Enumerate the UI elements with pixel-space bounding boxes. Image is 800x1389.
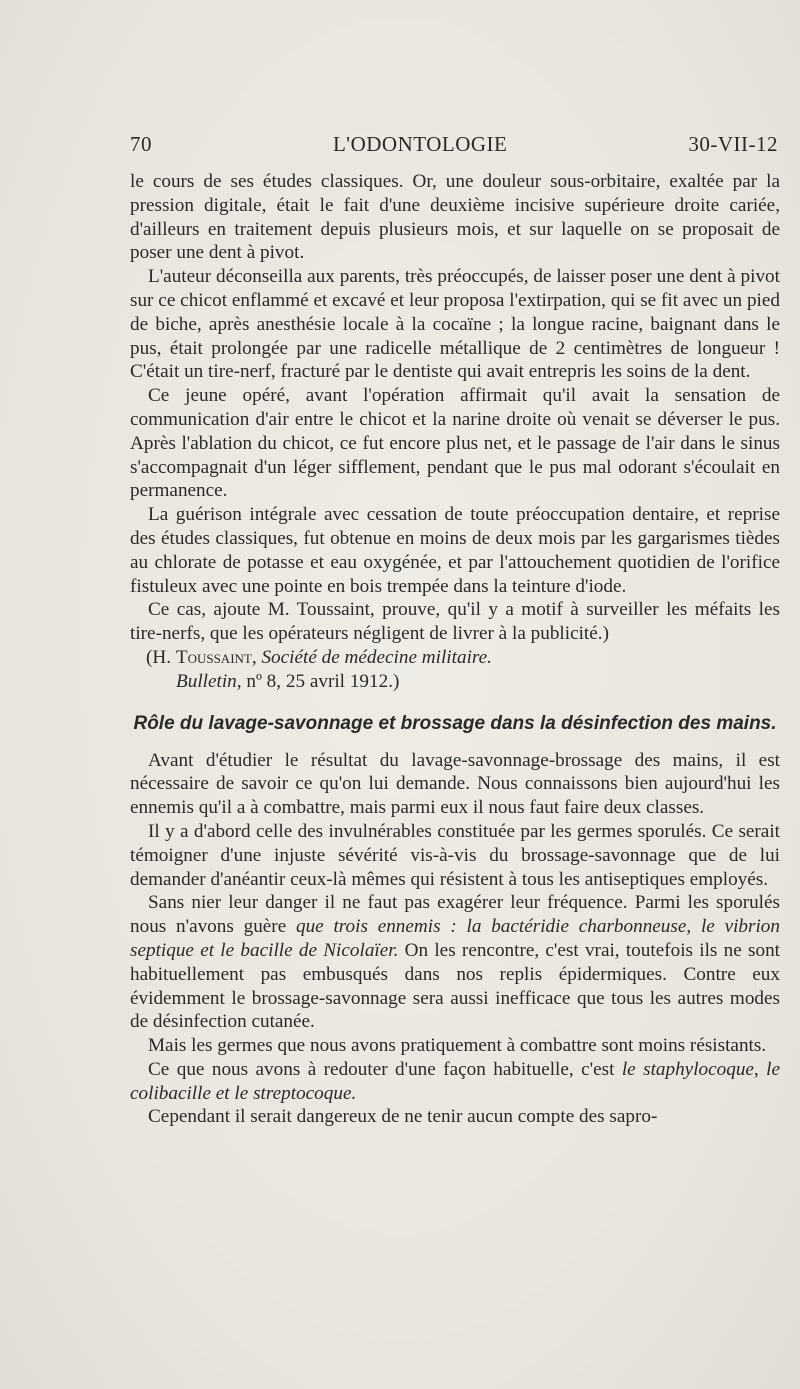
- section-heading: Rôle du lavage-savonnage et brossage dans la désinfection des mains.: [133, 712, 777, 734]
- paragraph: [130, 1058, 780, 1106]
- paragraph: L'auteur déconseilla aux parents, très préoccupés, de laisser poser une dent à pivot sur ce chicot enflammé et excavé et leur proposa l'extirpation, qui se fit avec un pied de biche, après anesthésie locale à la cocaïne ; la longue racine, baignant dans le pus, était prolongée par une radicelle métallique de 2 centimètres de longueur ! C'était un tire-nerf, fracturé par le dentiste qui avait entrepris les soins de la dent.: [130, 266, 780, 383]
- text-run: Sans nier leur danger il ne faut pas exagérer leur fréquence. Parmi les sporulés nous n'avons guère: [130, 892, 780, 938]
- text-run: Ce que nous avons à redouter d'une façon habituelle, c'est: [148, 1058, 622, 1080]
- running-header: [130, 132, 778, 157]
- citation-author: Toussaint: [175, 646, 252, 668]
- paragraph: Mais les germes que nous avons pratiquement à combattre sont moins résistants.: [148, 1035, 767, 1057]
- paragraph: Il y a d'abord celle des invulnérables constituée par les germes sporulés. Ce serait témoigner d'une injuste sévérité vis-à-vis du brossage-savonnage que de lui demander d'anéantir ceux-là mêmes qui résistent à tous les antiseptiques employés.: [130, 820, 780, 890]
- paragraph: Cependant il serait dangereux de ne tenir aucun compte des sapro-: [148, 1106, 658, 1128]
- italic-run: que trois ennemis : la bactéridie charbonneuse, le vibrion septique et le bacille de Nicolaïer.: [130, 916, 780, 961]
- paragraph: Avant d'étudier le résultat du lavage-savonnage-brossage des mains, il est nécessaire de savoir ce qu'on lui demande. Nous connaissons bien aujourd'hui les ennemis qu'il a à combattre, mais parmi eux il nous faut faire deux classes.: [130, 749, 780, 819]
- citation-details: nº 8, 25 avril 1912.): [241, 670, 400, 692]
- body-text: [130, 170, 780, 1129]
- citation-journal: Société de médecine militaire.: [261, 646, 492, 668]
- text-run: On les rencontre, c'est vrai, toutefois ils ne sont habituellement pas embusqués dans nos replis épidermiques. Contre eux évidemment le brossage-savonnage sera aussi inefficace que tous les autres modes de désinfection cutanée.: [130, 939, 780, 1033]
- running-title: L'ODONTOLOGIE: [332, 132, 508, 156]
- paragraph: La guérison intégrale avec cessation de toute préoccupation dentaire, et reprise des études classiques, fut obtenue en moins de deux mois par les gargarismes tièdes au chlorate de potasse et eau oxygénée, et par l'attouchement quotidien de l'orifice fistuleux avec une pointe en bois trempée dans la teinture d'iode.: [130, 504, 780, 597]
- paragraph: le cours de ses études classiques. Or, une douleur sous-orbitaire, exaltée par la pression digitale, était le fait d'une deuxième incisive supérieure droite cariée, d'ailleurs en traitement depuis plusieurs mois, et sur laquelle on se proposait de poser une dent à pivot.: [130, 171, 780, 264]
- paragraph: Ce jeune opéré, avant l'opération affirmait qu'il avait la sensation de communication d'air entre le chicot et la narine droite où venait se déverser le pus. Après l'ablation du chicot, ce fut encore plus net, et le passage de l'air dans le sinus s'accompagnait d'un léger sifflement, pendant que le pus mal odorant s'écoulait en permanence.: [130, 385, 780, 502]
- paragraph: [130, 891, 780, 1034]
- issue-date: 30-VII-12: [688, 132, 778, 156]
- citation-sep: ,: [251, 646, 262, 668]
- source-citation-line2: [130, 670, 780, 694]
- page-number: 70: [130, 132, 152, 156]
- citation-open: (H.: [146, 646, 176, 668]
- citation-bulletin: Bulletin,: [176, 670, 242, 692]
- italic-run: le staphylocoque, le colibacille et le streptocoque.: [130, 1058, 781, 1104]
- source-citation: [130, 646, 780, 670]
- paragraph: Ce cas, ajoute M. Toussaint, prouve, qu'il y a motif à surveiller les méfaits les tire-nerfs, que les opérateurs négligent de livrer à la publicité.): [130, 599, 780, 645]
